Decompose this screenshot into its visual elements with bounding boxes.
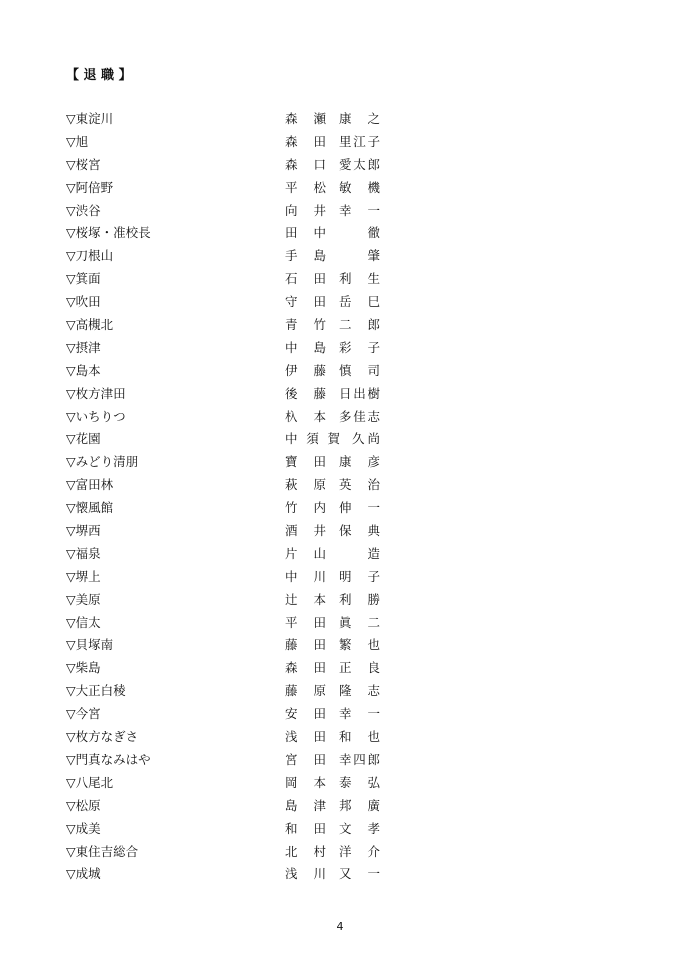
given-name: 岳 巳 [339, 294, 380, 310]
list-item [66, 863, 396, 886]
surname: 宮 田 [285, 751, 326, 767]
list-item [66, 131, 396, 154]
list-item [66, 589, 396, 612]
list-item [66, 108, 396, 131]
school-name: ▽東淀川 [66, 111, 114, 126]
school-name: ▽堺上 [66, 568, 101, 584]
person-name [285, 131, 380, 154]
surname: 杁 本 [285, 408, 326, 424]
person-name [285, 474, 380, 497]
section-heading: 【 退 職 】 [66, 68, 132, 83]
school-name: ▽松原 [66, 797, 101, 813]
surname: 森 口 [285, 156, 326, 172]
school-name: ▽懐風館 [66, 500, 114, 516]
list-item [66, 222, 396, 245]
surname: 平 田 [285, 614, 326, 630]
person-name [285, 543, 380, 566]
given-name: 幸 一 [339, 202, 380, 218]
given-name: 日 出 樹 [339, 385, 380, 401]
surname: 浅 川 [285, 866, 326, 882]
given-name: 眞 二 [339, 614, 380, 630]
surname: 平 松 [285, 179, 326, 195]
person-name [285, 634, 380, 657]
surname: 中 川 [285, 568, 326, 584]
school-name: ▽渋谷 [66, 202, 101, 218]
given-name: 和 也 [339, 729, 380, 745]
surname: 守 田 [285, 294, 326, 310]
surname: 安 田 [285, 706, 326, 722]
list-item [66, 612, 396, 635]
surname: 向 井 [285, 202, 326, 218]
list-item [66, 657, 396, 680]
given-name: 隆 志 [339, 683, 380, 699]
surname: 岡 本 [285, 774, 326, 790]
school-name: ▽吹田 [66, 294, 101, 310]
given-name: 里 江 子 [339, 133, 380, 149]
school-name: ▽みどり清朋 [66, 454, 139, 470]
list-item [66, 200, 396, 223]
list-item [66, 543, 396, 566]
given-name: 保 典 [339, 523, 380, 539]
person-name [285, 108, 380, 131]
person-name [285, 451, 380, 474]
given-name: 又 一 [339, 866, 380, 882]
school-name: ▽成城 [66, 866, 101, 882]
surname: 中 須 賀 [285, 431, 340, 447]
list-item [66, 818, 396, 841]
surname: 酒 井 [285, 523, 326, 539]
school-name: ▽柴島 [66, 660, 101, 676]
list-item [66, 772, 396, 795]
surname: 片 山 [285, 545, 326, 561]
person-name [285, 337, 380, 360]
surname: 後 藤 [285, 385, 326, 401]
school-name: ▽信太 [66, 614, 101, 630]
surname: 青 竹 [285, 317, 326, 333]
retirement-list [66, 108, 396, 886]
person-name [285, 177, 380, 200]
list-item [66, 634, 396, 657]
given-name: 幸 四 郎 [339, 751, 380, 767]
school-name: ▽八尾北 [66, 774, 114, 790]
school-name: ▽今宮 [66, 706, 101, 722]
school-name: ▽枚方津田 [66, 385, 126, 401]
surname: 浅 田 [285, 729, 326, 745]
list-item [66, 291, 396, 314]
school-name: ▽桜宮 [66, 156, 101, 172]
person-name [285, 291, 380, 314]
school-name: ▽桜塚・准校長 [66, 225, 151, 241]
person-name [285, 612, 380, 635]
list-item [66, 749, 396, 772]
list-item [66, 451, 396, 474]
surname: 森 田 [285, 133, 326, 149]
given-name: 肇 [367, 248, 380, 264]
list-item [66, 841, 396, 864]
given-name: 伸 一 [339, 500, 380, 516]
list-item [66, 726, 396, 749]
given-name: 敏 機 [339, 179, 380, 195]
person-name [285, 428, 380, 451]
school-name: ▽阿倍野 [66, 179, 114, 195]
surname: 萩 原 [285, 477, 326, 493]
person-name [285, 222, 380, 245]
given-name: 利 生 [339, 271, 380, 287]
surname: 竹 内 [285, 500, 326, 516]
given-name: 正 良 [339, 660, 380, 676]
given-name: 文 孝 [339, 820, 380, 836]
school-name: ▽いちりつ [66, 408, 126, 424]
given-name: 愛 太 郎 [339, 156, 380, 172]
list-item [66, 245, 396, 268]
school-name: ▽富田林 [66, 477, 114, 493]
school-name: ▽門真なみはや [66, 751, 151, 767]
given-name: 泰 弘 [339, 774, 380, 790]
given-name: 繁 也 [339, 637, 380, 653]
person-name [285, 680, 380, 703]
person-name [285, 863, 380, 886]
given-name: 洋 介 [339, 843, 380, 859]
person-name [285, 497, 380, 520]
school-name: ▽摂津 [66, 339, 101, 355]
surname: 北 村 [285, 843, 326, 859]
surname: 辻 本 [285, 591, 326, 607]
school-name: ▽刀根山 [66, 248, 114, 264]
surname: 島 津 [285, 797, 326, 813]
person-name [285, 360, 380, 383]
school-name: ▽美原 [66, 591, 101, 607]
surname: 藤 原 [285, 683, 326, 699]
school-name: ▽旭 [66, 133, 89, 149]
list-item [66, 268, 396, 291]
given-name: 彩 子 [339, 339, 380, 355]
person-name [285, 314, 380, 337]
list-item [66, 474, 396, 497]
surname: 田 中 [285, 225, 326, 241]
person-name [285, 406, 380, 429]
school-name: ▽枚方なぎさ [66, 729, 139, 745]
list-item [66, 428, 396, 451]
school-name: ▽箕面 [66, 271, 101, 287]
given-name: 二 郎 [339, 317, 380, 333]
surname: 和 田 [285, 820, 326, 836]
given-name: 慎 司 [339, 362, 380, 378]
surname: 石 田 [285, 271, 326, 287]
school-name: ▽貝塚南 [66, 637, 114, 653]
list-item [66, 497, 396, 520]
given-name: 造 [367, 545, 380, 561]
person-name [285, 818, 380, 841]
school-name: ▽島本 [66, 362, 101, 378]
person-name [285, 520, 380, 543]
school-name: ▽花園 [66, 431, 101, 447]
person-name [285, 795, 380, 818]
list-item [66, 520, 396, 543]
school-name: ▽成美 [66, 820, 101, 836]
school-name: ▽高槻北 [66, 317, 114, 333]
page-number: 4 [336, 920, 344, 933]
given-name: 徹 [367, 225, 380, 241]
school-name: ▽東住吉総合 [66, 843, 139, 859]
surname: 中 島 [285, 339, 326, 355]
list-item [66, 314, 396, 337]
list-item [66, 360, 396, 383]
person-name [285, 703, 380, 726]
person-name [285, 589, 380, 612]
given-name: 久 尚 [352, 431, 380, 447]
list-item [66, 383, 396, 406]
given-name: 英 治 [339, 477, 380, 493]
list-item [66, 703, 396, 726]
person-name [285, 200, 380, 223]
person-name [285, 154, 380, 177]
list-item [66, 337, 396, 360]
given-name: 明 子 [339, 568, 380, 584]
person-name [285, 566, 380, 589]
person-name [285, 383, 380, 406]
school-name: ▽大正白稜 [66, 683, 126, 699]
list-item [66, 406, 396, 429]
surname: 伊 藤 [285, 362, 326, 378]
list-item [66, 795, 396, 818]
list-item [66, 177, 396, 200]
given-name: 多 佳 志 [339, 408, 380, 424]
given-name: 康 之 [339, 111, 380, 126]
person-name [285, 245, 380, 268]
surname: 手 島 [285, 248, 326, 264]
given-name: 康 彦 [339, 454, 380, 470]
person-name [285, 726, 380, 749]
given-name: 利 勝 [339, 591, 380, 607]
surname: 森 田 [285, 660, 326, 676]
school-name: ▽福泉 [66, 545, 101, 561]
list-item [66, 680, 396, 703]
given-name: 邦 廣 [339, 797, 380, 813]
list-item [66, 566, 396, 589]
person-name [285, 749, 380, 772]
given-name: 幸 一 [339, 706, 380, 722]
person-name [285, 657, 380, 680]
list-item [66, 154, 396, 177]
person-name [285, 772, 380, 795]
person-name [285, 841, 380, 864]
surname: 藤 田 [285, 637, 326, 653]
person-name [285, 268, 380, 291]
surname: 森 瀬 [285, 111, 326, 126]
school-name: ▽堺西 [66, 523, 101, 539]
surname: 寶 田 [285, 454, 326, 470]
